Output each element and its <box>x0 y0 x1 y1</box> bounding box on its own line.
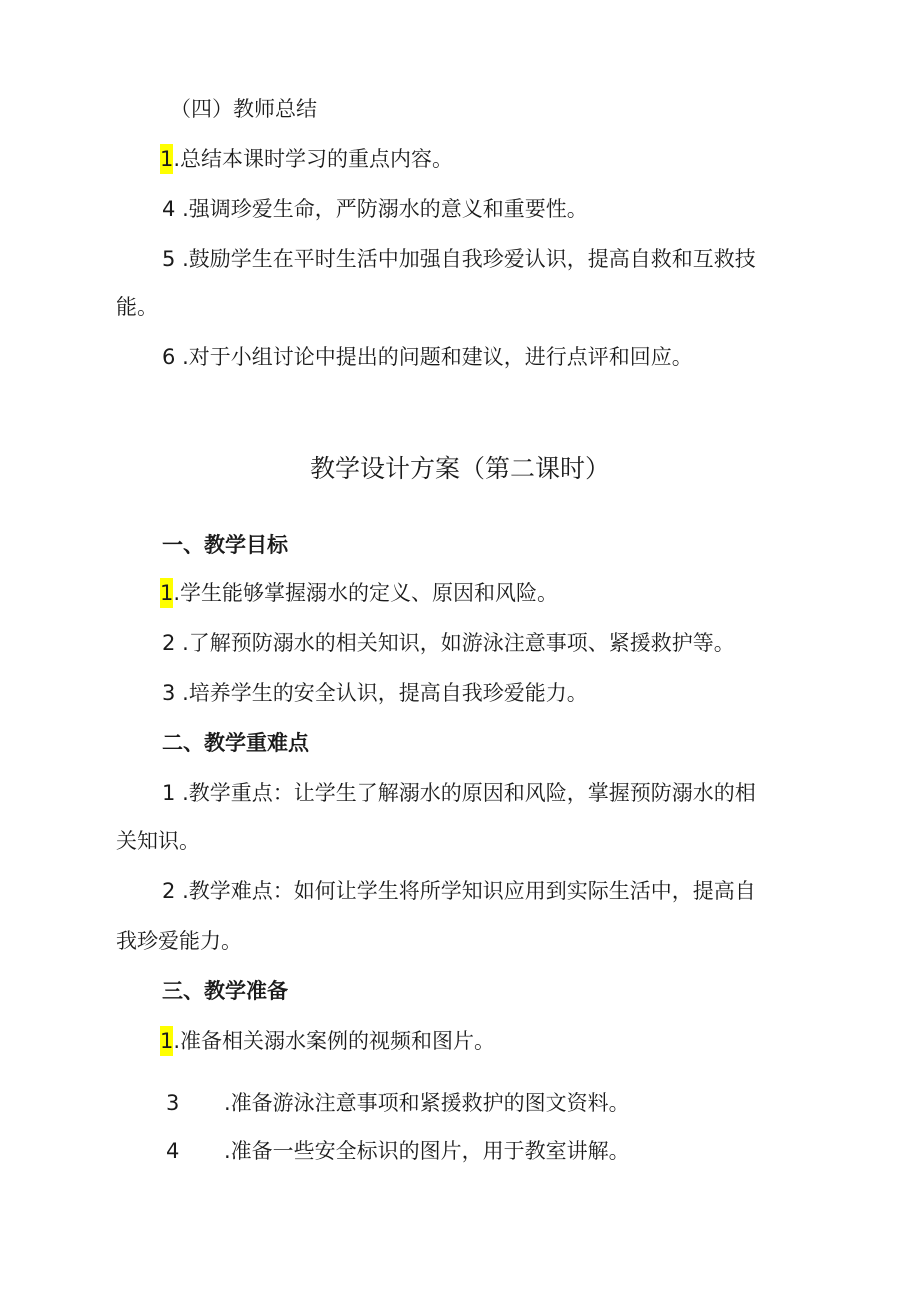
goals-heading: 一、教学目标 <box>162 533 288 557</box>
item-text: .准备游泳注意事项和紧援救护的图文资料。 <box>224 1091 630 1115</box>
list-item <box>162 194 588 224</box>
list-item <box>162 678 588 708</box>
item-text: .准备一些安全标识的图片，用于教室讲解。 <box>224 1139 630 1163</box>
item-number: 6 <box>162 345 176 369</box>
list-item <box>162 876 756 906</box>
item-text: .学生能够掌握溺水的定义、原因和风险。 <box>173 581 559 605</box>
item-number: 1 <box>162 781 176 805</box>
list-item-continuation: 我珍爱能力。 <box>116 929 242 953</box>
item-text: .对于小组讨论中提出的问题和建议，进行点评和回应。 <box>182 345 693 369</box>
item-number: 4 <box>166 1139 180 1163</box>
list-item-continuation: 能。 <box>116 295 158 319</box>
key-points-heading: 二、教学重难点 <box>162 731 309 755</box>
list-item <box>160 578 558 608</box>
item-text: .鼓励学生在平时生活中加强自我珍爱认识，提高自救和互救技 <box>182 247 756 271</box>
item-text: .教学重点：让学生了解溺水的原因和风险，掌握预防溺水的相 <box>182 781 756 805</box>
item-number: 4 <box>162 197 176 221</box>
list-item <box>160 144 453 174</box>
list-item <box>160 1026 495 1056</box>
list-item <box>162 342 693 372</box>
item-number: 1 <box>160 144 173 174</box>
item-text: .总结本课时学习的重点内容。 <box>173 147 454 171</box>
list-item <box>166 1088 630 1118</box>
item-text: .强调珍爱生命，严防溺水的意义和重要性。 <box>182 197 588 221</box>
item-number: 3 <box>166 1091 180 1115</box>
preparation-heading: 三、教学准备 <box>162 979 288 1003</box>
item-number: 1 <box>160 1026 173 1056</box>
item-text: .了解预防溺水的相关知识，如游泳注意事项、紧援救护等。 <box>182 631 735 655</box>
list-item <box>162 244 756 274</box>
item-number: 2 <box>162 631 176 655</box>
list-item <box>162 778 756 808</box>
list-item-continuation: 关知识。 <box>116 829 200 853</box>
item-text: .教学难点：如何让学生将所学知识应用到实际生活中，提高自 <box>182 879 756 903</box>
list-item <box>166 1136 630 1166</box>
item-text: .准备相关溺水案例的视频和图片。 <box>173 1029 496 1053</box>
item-text: .培养学生的安全认识，提高自我珍爱能力。 <box>182 681 588 705</box>
section-four-heading: （四）教师总结 <box>170 97 317 121</box>
page-title: 教学设计方案（第二课时） <box>309 454 610 483</box>
item-number: 2 <box>162 879 176 903</box>
list-item <box>162 628 735 658</box>
item-number: 1 <box>160 578 173 608</box>
item-number: 5 <box>162 247 176 271</box>
item-number: 3 <box>162 681 176 705</box>
